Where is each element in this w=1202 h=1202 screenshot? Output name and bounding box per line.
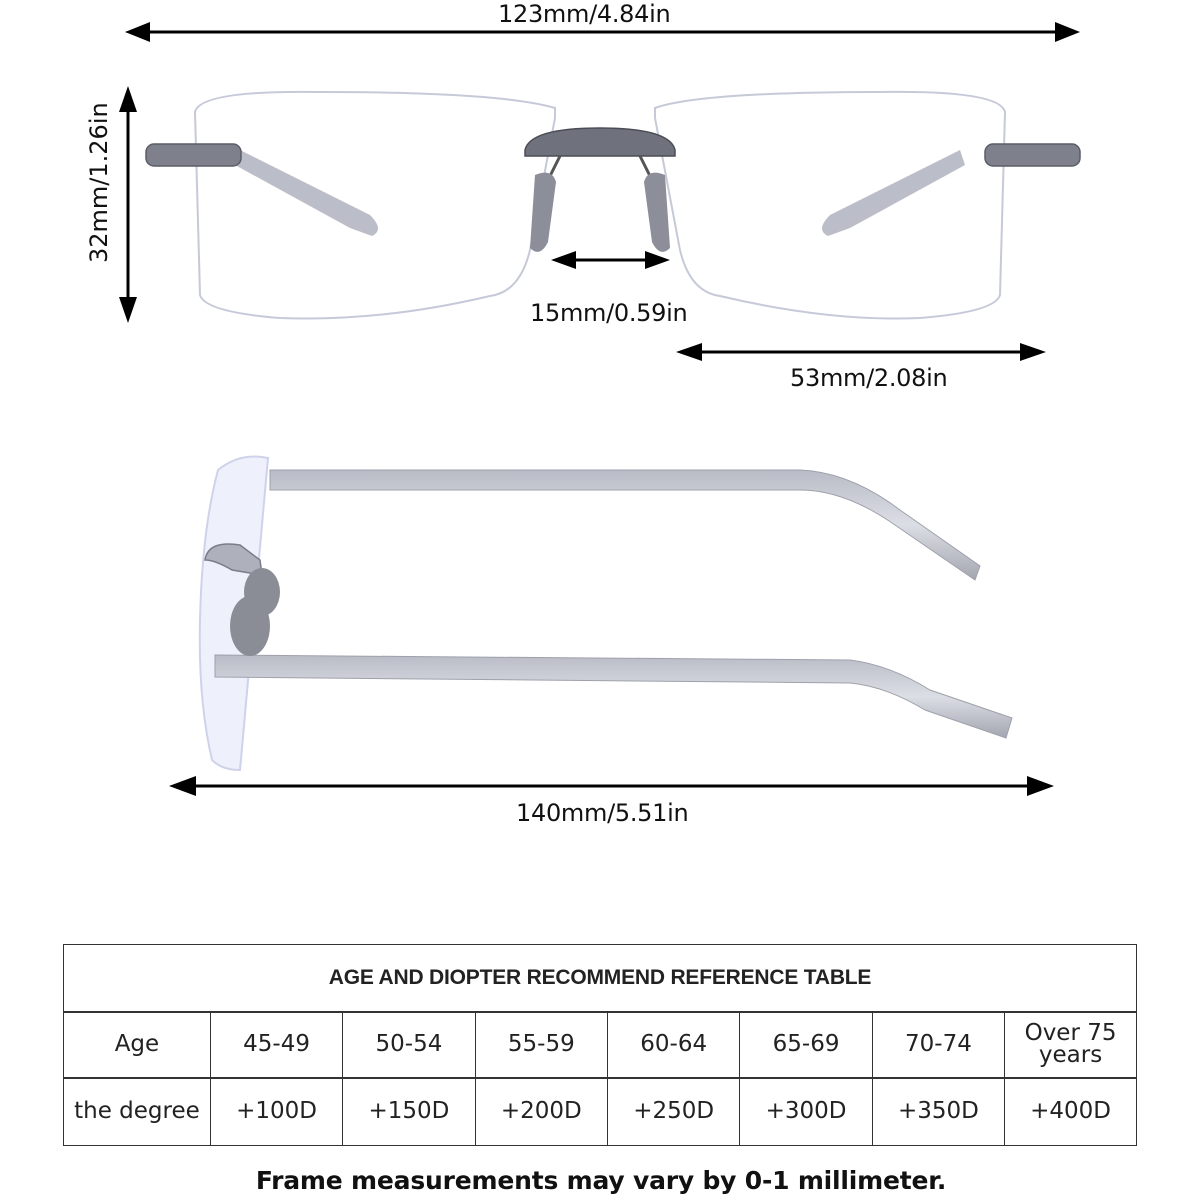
degree-row-header: the degree [64,1079,211,1145]
front-view-glasses [146,92,1080,319]
table-row-age [64,1013,1136,1079]
age-cell: 60-64 [608,1013,740,1077]
measurement-disclaimer: Frame measurements may vary by 0-1 millimeter. [255,1166,947,1195]
lens-width-label: 53mm/2.08in [790,364,948,392]
total-width-label: 123mm/4.84in [498,0,671,28]
age-cell: 70-74 [873,1013,1005,1077]
age-diopter-reference-table [63,944,1137,1146]
temple-length-arrow [169,776,1054,796]
age-cell: 65-69 [740,1013,872,1077]
temple-length-label: 140mm/5.51in [516,799,689,827]
table-row-degree [64,1079,1136,1145]
degree-cell: +300D [740,1079,872,1145]
degree-cell: +100D [211,1079,343,1145]
degree-cell: +200D [476,1079,608,1145]
age-cell: 50-54 [343,1013,475,1077]
age-row-header: Age [64,1013,211,1077]
degree-cell: +250D [608,1079,740,1145]
table-title: AGE AND DIOPTER RECOMMEND REFERENCE TABLE [64,945,1136,1013]
age-cell: Over 75 years [1024,1020,1117,1068]
side-view-glasses [200,457,1012,771]
lens-height-arrow [119,86,137,323]
degree-cell: +150D [343,1079,475,1145]
bridge-width-arrow [551,251,670,269]
lens-height-label: 32mm/1.26in [85,102,113,263]
age-cell: 55-59 [476,1013,608,1077]
bridge-width-label: 15mm/0.59in [530,299,688,327]
degree-cell: +400D [1030,1098,1111,1125]
degree-cell: +350D [873,1079,1005,1145]
age-cell: 45-49 [211,1013,343,1077]
lens-width-arrow [676,343,1046,361]
